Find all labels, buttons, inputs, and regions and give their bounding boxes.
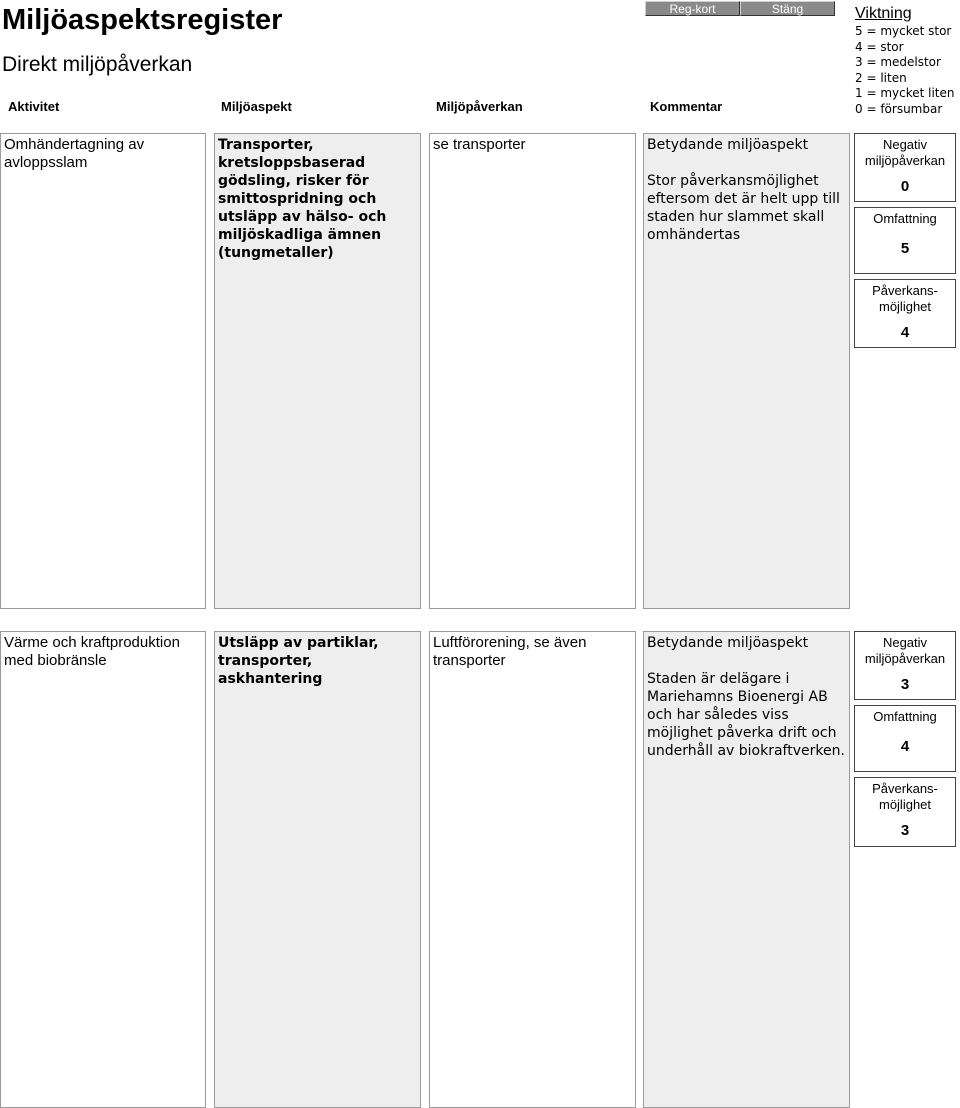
legend-item: 1 = mycket liten: [855, 86, 955, 101]
rating-label: miljöpåverkan: [864, 651, 946, 666]
comment-body: Stor påverkansmöjlighet eftersom det är helt upp till staden hur slammet skall omhändertas: [647, 173, 840, 243]
column-header-impact: Miljöpåverkan: [436, 99, 523, 114]
rating-label: Omfattning: [873, 211, 937, 226]
page-subtitle: Direkt miljöpåverkan: [2, 53, 193, 76]
legend-item: 2 = liten: [855, 70, 907, 85]
rating-value: 5: [900, 240, 910, 257]
comment-cell[interactable]: [643, 133, 850, 609]
column-header-comment: Kommentar: [650, 99, 723, 114]
rating-negative-impact[interactable]: [854, 631, 956, 700]
rating-label: miljöpåverkan: [864, 153, 946, 168]
activity-cell[interactable]: Omhändertagning av avloppsslam: [0, 133, 206, 609]
rating-negative-impact[interactable]: [854, 133, 956, 202]
rating-influence[interactable]: [854, 279, 956, 348]
column-header-activity: Aktivitet: [8, 99, 60, 114]
legend-item: 5 = mycket stor: [855, 24, 952, 38]
impact-cell[interactable]: Luftförorening, se även transporter: [429, 631, 636, 1108]
column-header-aspect: Miljöaspekt: [221, 99, 292, 114]
rating-value: 4: [900, 738, 910, 755]
weighting-legend: [855, 4, 960, 118]
rating-value: 3: [900, 676, 910, 693]
rating-label: möjlighet: [878, 797, 932, 812]
rating-label: möjlighet: [878, 299, 932, 314]
rating-scope[interactable]: [854, 705, 956, 772]
rating-label: Påverkans-: [872, 781, 938, 796]
comment-heading: Betydande miljöaspekt: [647, 635, 809, 651]
legend-title: Viktning: [855, 5, 912, 22]
legend-item: 3 = medelstor: [855, 55, 941, 70]
aspect-cell[interactable]: Utsläpp av partiklar, transporter, askhantering: [214, 631, 421, 1108]
impact-cell[interactable]: se transporter: [429, 133, 636, 609]
activity-cell[interactable]: Värme och kraftproduktion med biobränsle: [0, 631, 206, 1108]
rating-label: Påverkans-: [872, 283, 938, 298]
rating-influence[interactable]: [854, 777, 956, 847]
rating-label: Negativ: [882, 635, 928, 650]
rating-value: 0: [900, 178, 910, 195]
rating-label: Negativ: [882, 137, 928, 152]
rating-label: Omfattning: [873, 709, 937, 724]
rating-value: 4: [900, 324, 910, 341]
legend-item: 4 = stor: [855, 39, 904, 54]
rating-scope[interactable]: [854, 207, 956, 274]
close-button[interactable]: Stäng: [740, 1, 835, 16]
page-title: Miljöaspektsregister: [2, 4, 283, 36]
comment-body: Staden är delägare i Mariehamns Bioenergi AB och har således viss möjlighet påverka drift och underhåll av biokraftverken.: [647, 671, 845, 759]
comment-cell[interactable]: [643, 631, 850, 1108]
aspect-cell[interactable]: Transporter, kretsloppsbaserad gödsling, risker för smittospridning och utsläpp av hälso- och miljöskadliga ämnen (tungmetaller): [214, 133, 421, 609]
legend-item: 0 = försumbar: [855, 101, 943, 116]
reg-kort-button[interactable]: Reg-kort: [645, 1, 740, 16]
rating-value: 3: [900, 822, 910, 839]
comment-heading: Betydande miljöaspekt: [647, 137, 809, 153]
